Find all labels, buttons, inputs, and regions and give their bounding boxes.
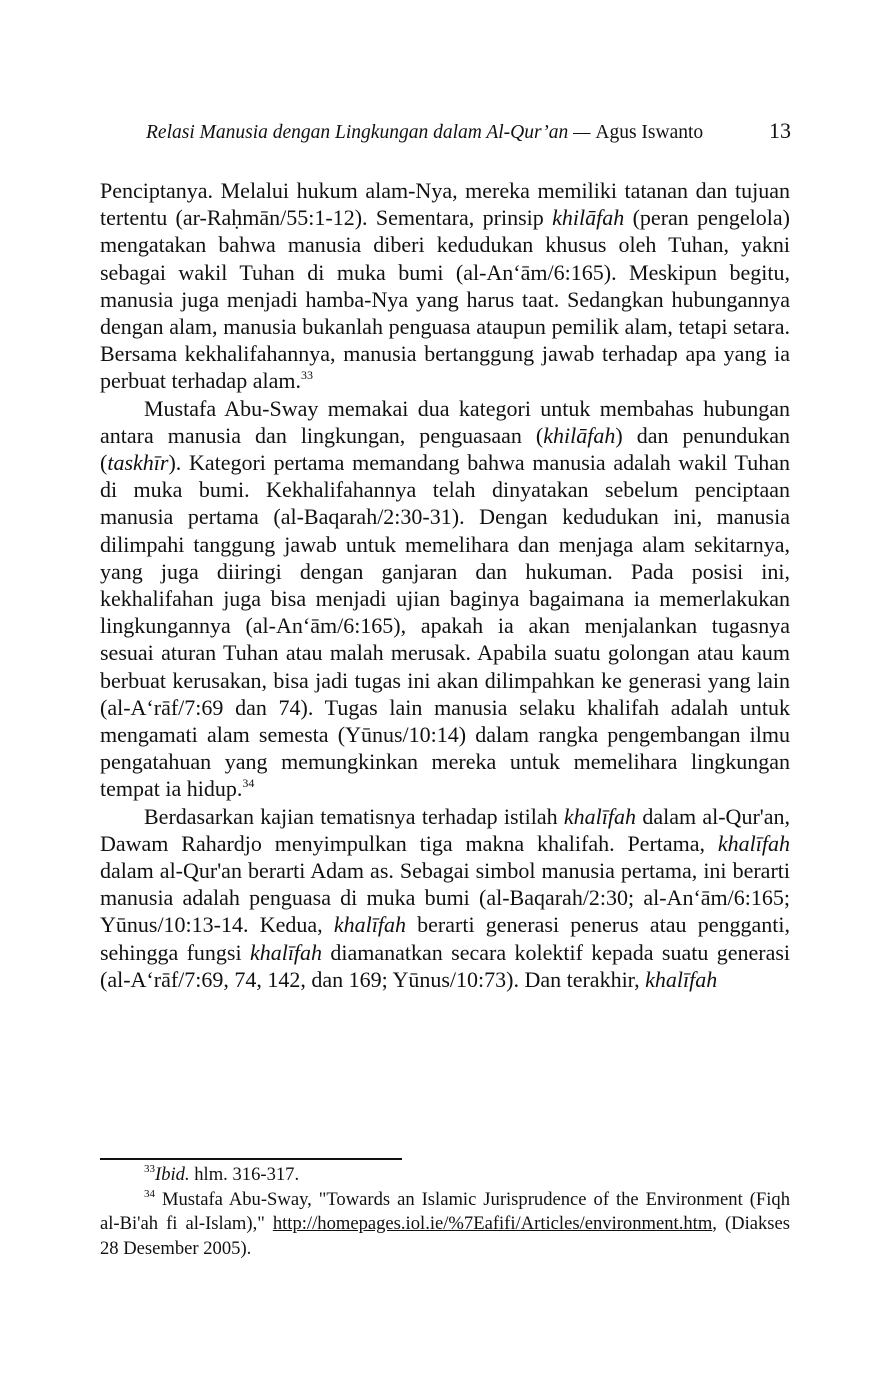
footnote-34-link[interactable]: http://homepages.iol.ie/%7Eafifi/Articles/environment.htm bbox=[272, 1213, 713, 1234]
running-header bbox=[146, 118, 791, 144]
footnote-ref-34[interactable]: 34 bbox=[242, 776, 255, 791]
running-title: Relasi Manusia dengan Lingkungan dalam Al-Qur’an — Agus Iswanto bbox=[146, 122, 704, 143]
footnote-ref-33[interactable]: 33 bbox=[300, 368, 313, 383]
paragraph-2: Mustafa Abu-Sway memakai dua kategori untuk membahas hubungan antara manusia dan lingkungan, penguasaan (khilāfah) dan penundukan (taskhīr). Kategori pertama memandang bahwa manusia adalah wakil Tuhan di muka bumi. Kekhalifahannya telah dinyatakan sebelum penciptaan manusia pertama (al-Baqarah/2:30-31). Dengan kedudukan ini, manusia dilimpahi tanggung jawab untuk memelihara dan menjaga alam sekitarnya, yang juga diiringi dengan ganjaran dan hukuman. Pada posisi ini, kekhalifahan juga bisa menjadi ujian baginya bagaimana ia memerlakukan lingkungannya (al-An‘ām/6:165), apakah ia akan menjalankan tugasnya sesuai aturan Tuhan atau malah merusak. Apabila suatu golongan atau kaum berbuat kerusakan, bisa jadi tugas ini akan dilimpahkan ke generasi yang lain (al-A‘rāf/7:69 dan 74). Tugas lain manusia selaku khalifah adalah untuk mengamati alam semesta (Yūnus/10:14) dalam rangka pengembangan ilmu pengatahuan yang memungkinkan mereka untuk memelihara lingkungan tempat ia hidup.$^{34}$ bbox=[100, 395, 790, 802]
footnote-divider bbox=[100, 1158, 402, 1160]
page-number: 13 bbox=[769, 118, 791, 143]
body-text bbox=[100, 177, 790, 993]
footnote-33: $^{33}$Ibid. hlm. 316-317. bbox=[144, 1163, 300, 1185]
footnotes bbox=[100, 1163, 790, 1261]
footnote-34: $^{34}$ Mustafa Abu-Sway, "Towards an Islamic Jurisprudence of the Environment (Fiqh al-Bi'ah fi al-Islam)," http://homepages.iol.ie/%7Eafifi/Articles/environment.htm, (Diakses 28 Desember 2005). bbox=[100, 1187, 791, 1259]
author-name: Agus Iswanto bbox=[595, 122, 704, 143]
paragraph-3: Berdasarkan kajian tematisnya terhadap istilah khalīfah dalam al-Qur'an, Dawam Rahardjo menyimpulkan tiga makna khalifah. Pertama, khalīfah dalam al-Qur'an berarti Adam as. Sebagai simbol manusia pertama, ini berarti manusia adalah penguasa di muka bumi (al-Baqarah/2:30; al-An‘ām/6:165; Yūnus/10:13-14. Kedua, khalīfah berarti generasi penerus atau pengganti, sehingga fungsi khalīfah diamanatkan secara kolektif kepada suatu generasi (al-A‘rāf/7:69, 74, 142, dan 169; Yūnus/10:73). Dan terakhir, khalīfah bbox=[100, 803, 791, 992]
paragraph-1: Penciptanya. Melalui hukum alam-Nya, mereka memiliki tatanan dan tujuan tertentu (ar-Raḥmān/55:1-12). Sementara, prinsip khilāfah (peran pengelola) mengatakan bahwa manusia diberi kedudukan khusus oleh Tuhan, yakni sebagai wakil Tuhan di muka bumi (al-An‘ām/6:165). Meskipun begitu, manusia juga menjadi hamba-Nya yang harus taat. Sedangkan hubungannya dengan alam, manusia bukanlah penguasa ataupun pemilik alam, tetapi setara. Bersama kekhalifahannya, manusia bertanggung jawab terhadap apa yang ia perbuat terhadap alam.$^{33}$ bbox=[100, 178, 790, 394]
